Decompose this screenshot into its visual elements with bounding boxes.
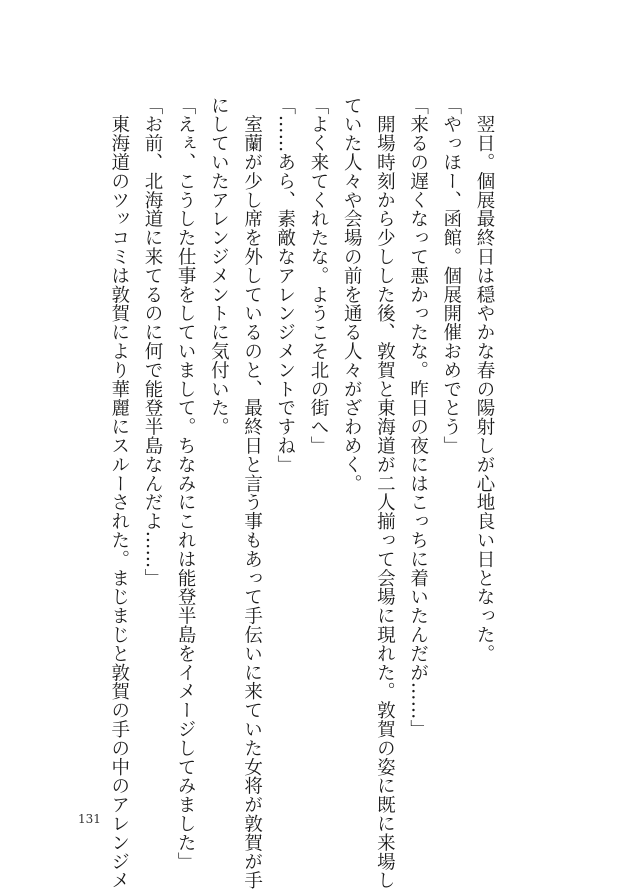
text-line: 「お前、北海道に来てるのに何で能登半島なんだよ……」	[141, 96, 163, 588]
text-line: 東海道のツッコミは敦賀により華麗にスルーされた。まじまじと敦賀の手の中のアレンジメ	[108, 96, 130, 890]
text-line: にしていたアレンジメントに気付いた。	[208, 96, 230, 437]
text-line: 室蘭が少し席を外しているのと、最終日と言う事もあって手伝いに来ていた女将が敦賀が手	[241, 96, 263, 890]
text-line: ていた人々や会場の前を通る人々がざわめく。	[341, 96, 363, 493]
text-line: 開場時刻から少しした後、敦賀と東海道が二人揃って会場に現れた。敦賀の姿に既に来場し	[374, 96, 396, 890]
page-number: 131	[78, 812, 101, 826]
vertical-text-body	[103, 96, 501, 890]
text-line: 「よく来てくれたな。ようこそ北の街へ」	[307, 96, 329, 456]
text-line: 「えぇ、こうした仕事をしていまして。ちなみにこれは能登半島をイメージしてみました」	[175, 96, 197, 871]
text-line: 「やっほー、函館。個展開催おめでとう」	[440, 96, 462, 456]
text-line: 「来るの遅くなって悪かったな。昨日の夜にはこっちに着いたんだが……」	[407, 96, 429, 739]
text-line: 「……あら、素敵なアレンジメントですね」	[274, 96, 296, 474]
text-line: 翌日。個展最終日は穏やかな春の陽射しが心地良い日となった。	[474, 96, 495, 663]
